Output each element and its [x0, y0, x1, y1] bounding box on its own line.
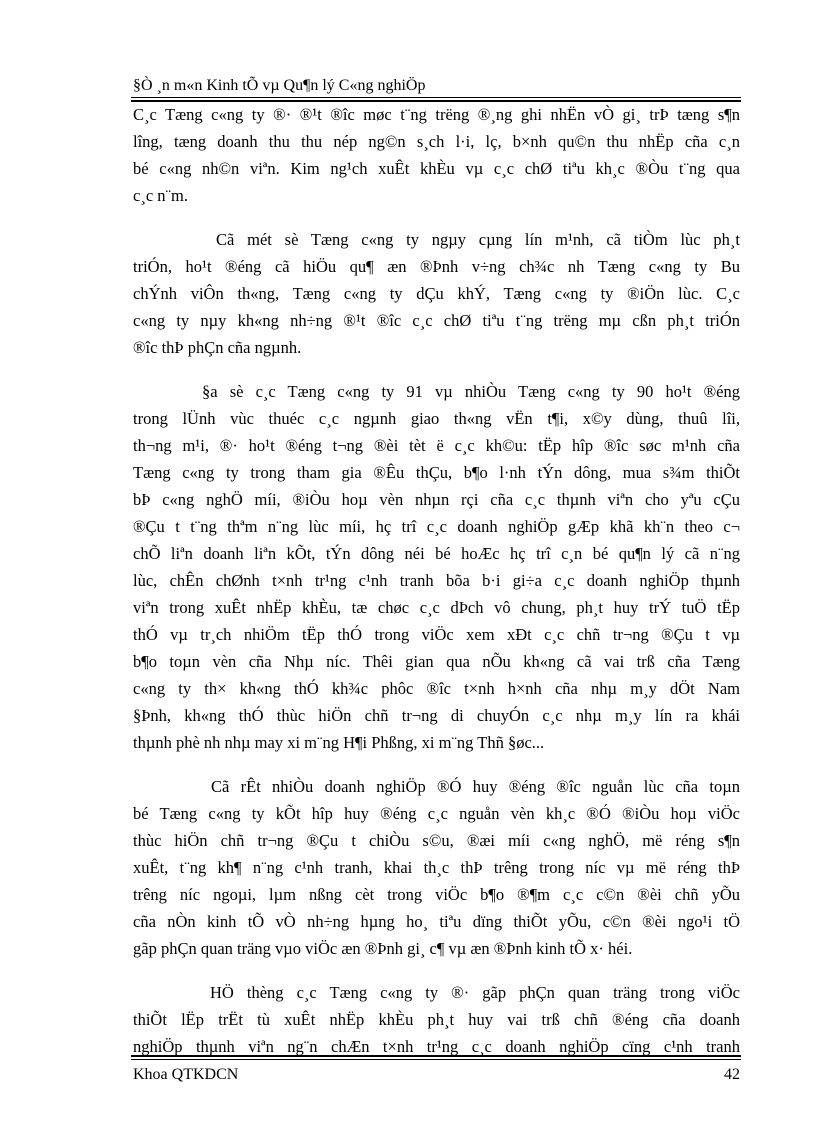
paragraph-4 — [133, 773, 740, 962]
paragraph-5 — [133, 979, 740, 1060]
paragraph-line: c«ng ty th× kh«ng thÓ kh¾c phôc ®îc t×nh h×nh cña nhµ m¸y dÖt Nam — [133, 679, 740, 698]
paragraph-line: chÕ liªn doanh liªn kÕt, tÝn dông néi bé hoÆc hç trî c¸n bé qu¶n lý cã n¨ng — [133, 544, 740, 563]
paragraph-gap — [133, 361, 740, 378]
footer-rule-thin — [131, 1059, 741, 1060]
page-number: 42 — [724, 1066, 740, 1083]
paragraph-line: §Þnh, kh«ng thÓ thùc hiÖn chñ tr¬ng di chuyÓn c¸c nhµ m¸y lín ra khái — [133, 706, 740, 725]
paragraph-line: b¶o toµn vèn cña Nhµ níc. Thêi gian qua nÕu kh«ng cã vai trß cña Tæng — [133, 652, 740, 671]
paragraph-line: thÓ vµ tr¸ch nhiÖm tËp thÓ trong viÖc xem xÐt c¸c chñ tr¬ng ®Çu t vµ — [133, 625, 740, 644]
paragraph-line: c¸c n¨m. — [133, 186, 188, 205]
paragraph-line: chÝnh viÔn th«ng, Tæng c«ng ty dÇu khÝ, Tæng c«ng ty ®iÖn lùc. C¸c — [133, 284, 740, 303]
footer-rule-thick — [131, 1055, 741, 1057]
paragraph-line: bÞ c«ng nghÖ míi, ®iÒu hoµ vèn nhµn rçi cña c¸c thµnh viªn cho yªu cÇu — [133, 490, 740, 509]
paragraph-line: HÖ thèng c¸c Tæng c«ng ty ®· gãp phÇn quan träng trong viÖc — [210, 983, 740, 1002]
paragraph-line: th¬ng m¹i, ®· ho¹t ®éng t¬ng ®èi tèt ë c¸c kh©u: tËp hîp ®îc søc m¹nh cña — [133, 436, 740, 455]
paragraph-2 — [133, 226, 740, 361]
header-rule-thin — [131, 97, 741, 98]
paragraph-1 — [133, 101, 740, 209]
paragraph-line: Cã mét sè Tæng c«ng ty ngµy cµng lín m¹nh, cã tiÒm lùc ph¸t — [216, 230, 740, 249]
footer-department: Khoa QTKDCN — [133, 1066, 239, 1083]
paragraph-line: §a sè c¸c Tæng c«ng ty 91 vµ nhiÒu Tæng c«ng ty 90 ho¹t ®éng — [202, 382, 740, 401]
paragraph-line: nghiÖp thµnh viªn ng¨n chÆn t×nh tr¹ng c¸c doanh nghiÖp cïng c¹nh tranh — [133, 1037, 740, 1056]
paragraph-3 — [133, 378, 740, 756]
paragraph-line: Cã rÊt nhiÒu doanh nghiÖp ®Ó huy ®éng ®îc nguån lùc cña toµn — [211, 777, 740, 796]
page-header-title: §Ò ¸n m«n Kinh tÕ vµ Qu¶n lý C«ng nghiÖp — [133, 77, 426, 94]
paragraph-line: trêng níc ngoµi, lµm nßng cèt trong viÖc b¶o ®¶m c¸c c©n ®èi chñ yÕu — [133, 885, 740, 904]
paragraph-line: triÓn, ho¹t ®éng cã hiÖu qu¶ æn ®Þnh v÷ng ch¾c nh Tæng c«ng ty Bu — [133, 257, 740, 276]
paragraph-line: xuÊt, t¨ng kh¶ n¨ng c¹nh tranh, khai th¸c thÞ trêng trong níc vµ më réng thÞ — [133, 858, 740, 877]
paragraph-line: lîng, tæng doanh thu thu nép ng©n s¸ch l·i, lç, b×nh qu©n thu nhËp cña c¸n — [133, 132, 740, 151]
paragraph-line: c«ng ty nµy kh«ng nh÷ng ®¹t ®îc c¸c chØ tiªu t¨ng trëng mµ cßn ph¸t triÓn — [133, 311, 740, 330]
paragraph-gap — [133, 209, 740, 226]
document-body — [133, 101, 740, 1060]
paragraph-line: thùc hiÖn chñ tr¬ng ®Çu t chiÒu s©u, ®æi míi c«ng nghÖ, më réng s¶n — [133, 831, 740, 850]
paragraph-line: gãp phÇn quan träng vµo viÖc æn ®Þnh gi¸ c¶ vµ æn ®Þnh kinh tÕ x· héi. — [133, 939, 633, 958]
paragraph-line: ®Çu t t¨ng thªm n¨ng lùc míi, hç trî c¸c doanh nghiÖp gÆp khã kh¨n theo c¬ — [133, 517, 740, 536]
paragraph-line: C¸c Tæng c«ng ty ®· ®¹t ®îc møc t¨ng trëng ®¸ng ghi nhËn vÒ gi¸ trÞ tæng s¶n — [133, 105, 740, 124]
paragraph-gap — [133, 962, 740, 979]
paragraph-line: bé Tæng c«ng ty kÕt hîp huy ®éng c¸c nguån vèn kh¸c ®Ó ®iÒu hoµ viÖc — [133, 804, 740, 823]
paragraph-gap — [133, 756, 740, 773]
paragraph-line: viªn trong xuÊt nhËp khÈu, tæ chøc c¸c dÞch vô chung, ph¸t huy trÝ tuÖ tËp — [133, 598, 740, 617]
paragraph-line: thµnh phè nh nhµ may xi m¨ng H¶i Phßng, xi m¨ng Thñ §øc... — [133, 733, 545, 752]
paragraph-line: thiÕt lËp trËt tù xuÊt nhËp khÈu ph¸t huy vai trß chñ ®éng cña doanh — [133, 1010, 740, 1029]
paragraph-line: Tæng c«ng ty trong tham gia ®Êu thÇu, b¶o l·nh tÝn dông, mua s¾m thiÕt — [133, 463, 740, 482]
paragraph-line: trong lÜnh vùc thuéc c¸c ngµnh giao th«ng vËn t¶i, x©y dùng, thuû lîi, — [133, 409, 740, 428]
paragraph-line: ®îc thÞ phÇn cña ngµnh. — [133, 338, 302, 357]
paragraph-line: bé c«ng nh©n viªn. Kim ng¹ch xuÊt khÈu vµ c¸c chØ tiªu kh¸c ®Òu t¨ng qua — [133, 159, 740, 178]
paragraph-line: lùc, chÊn chØnh t×nh tr¹ng c¹nh tranh bõa b·i gi÷a c¸c doanh nghiÖp thµnh — [133, 571, 740, 590]
paragraph-line: cña nÒn kinh tÕ vÒ nh÷ng hµng ho¸ tiªu dïng thiÕt yÕu, c©n ®èi ngo¹i tÖ — [133, 912, 740, 931]
